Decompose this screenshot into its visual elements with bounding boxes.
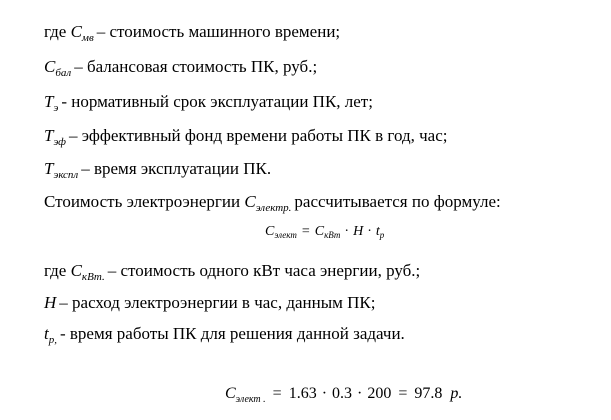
result-factor-b: 0.3 <box>332 385 353 402</box>
formula-equals: = <box>301 224 310 239</box>
symbol-subscript: эф <box>53 136 66 148</box>
formula-c-subscript: кВт <box>324 230 341 240</box>
definition-line <box>44 324 405 346</box>
symbol-subscript: бал <box>55 67 72 79</box>
formula-t-symbol: t <box>375 224 380 239</box>
definition-line <box>44 126 447 148</box>
formula-dot: · <box>367 224 372 239</box>
symbol-subscript: э <box>53 102 59 114</box>
symbol-subscript: электр. <box>255 202 292 214</box>
formula-lhs-symbol: C <box>265 224 275 239</box>
definition-text: – балансовая стоимость ПК, руб.; <box>74 57 318 76</box>
definition-line <box>44 261 420 283</box>
symbol: C <box>44 57 56 76</box>
result-unit: р. <box>450 385 463 402</box>
symbol-subscript: мв <box>81 32 94 44</box>
symbol: T <box>44 159 54 178</box>
result-factor-c: 200 <box>367 385 392 402</box>
paragraph-line <box>44 192 501 214</box>
formula-c-symbol: C <box>314 224 325 239</box>
symbol: H <box>44 293 57 312</box>
symbol: T <box>44 92 54 111</box>
formula-h-symbol: H <box>353 224 364 239</box>
formula-electricity-cost <box>265 224 384 240</box>
paragraph-text-before: Стоимость электроэнергии <box>44 192 245 211</box>
result-dot: · <box>321 385 328 402</box>
line-prefix: где <box>44 22 71 41</box>
definition-text: – расход электроэнергии в час, данным ПК; <box>59 293 376 312</box>
result-symbol: C <box>225 385 236 402</box>
symbol: C <box>70 261 82 280</box>
definition-text: – время эксплуатации ПК. <box>81 159 272 178</box>
result-factor-a: 1.63 <box>288 385 317 402</box>
symbol: T <box>44 126 54 145</box>
formula-dot: · <box>344 224 350 239</box>
definition-line <box>44 293 376 315</box>
symbol: t <box>44 324 49 343</box>
symbol-subscript: кВт. <box>81 271 105 283</box>
definition-line <box>44 159 271 181</box>
definition-text: – стоимость машинного времени; <box>96 22 341 41</box>
definition-line <box>44 22 340 44</box>
symbol-subscript: р, <box>48 334 57 346</box>
definition-line <box>44 92 373 114</box>
definition-text: - нормативный срок эксплуатации ПК, лет; <box>61 92 373 111</box>
paragraph-text: рассчитывается по формуле: <box>294 192 501 211</box>
formula-t-subscript: p <box>379 230 385 240</box>
definition-line <box>44 57 317 79</box>
result-value: 97.8 <box>414 385 443 402</box>
result-equals: = <box>272 385 282 402</box>
symbol-subscript: экспл <box>53 169 79 181</box>
definition-text: – стоимость одного кВт часа энергии, руб.; <box>107 261 421 280</box>
symbol: C <box>70 22 82 41</box>
result-equals: = <box>398 385 408 402</box>
formula-electricity-result <box>225 385 462 403</box>
line-prefix: где <box>44 261 71 280</box>
formula-lhs-subscript: элект <box>274 230 297 240</box>
definition-text: - время работы ПК для решения данной задачи. <box>59 324 405 343</box>
result-dot: · <box>357 385 363 402</box>
symbol: C <box>244 192 256 211</box>
definition-text: – эффективный фонд времени работы ПК в год, час; <box>68 126 448 145</box>
result-subscript: элект . <box>235 394 266 405</box>
